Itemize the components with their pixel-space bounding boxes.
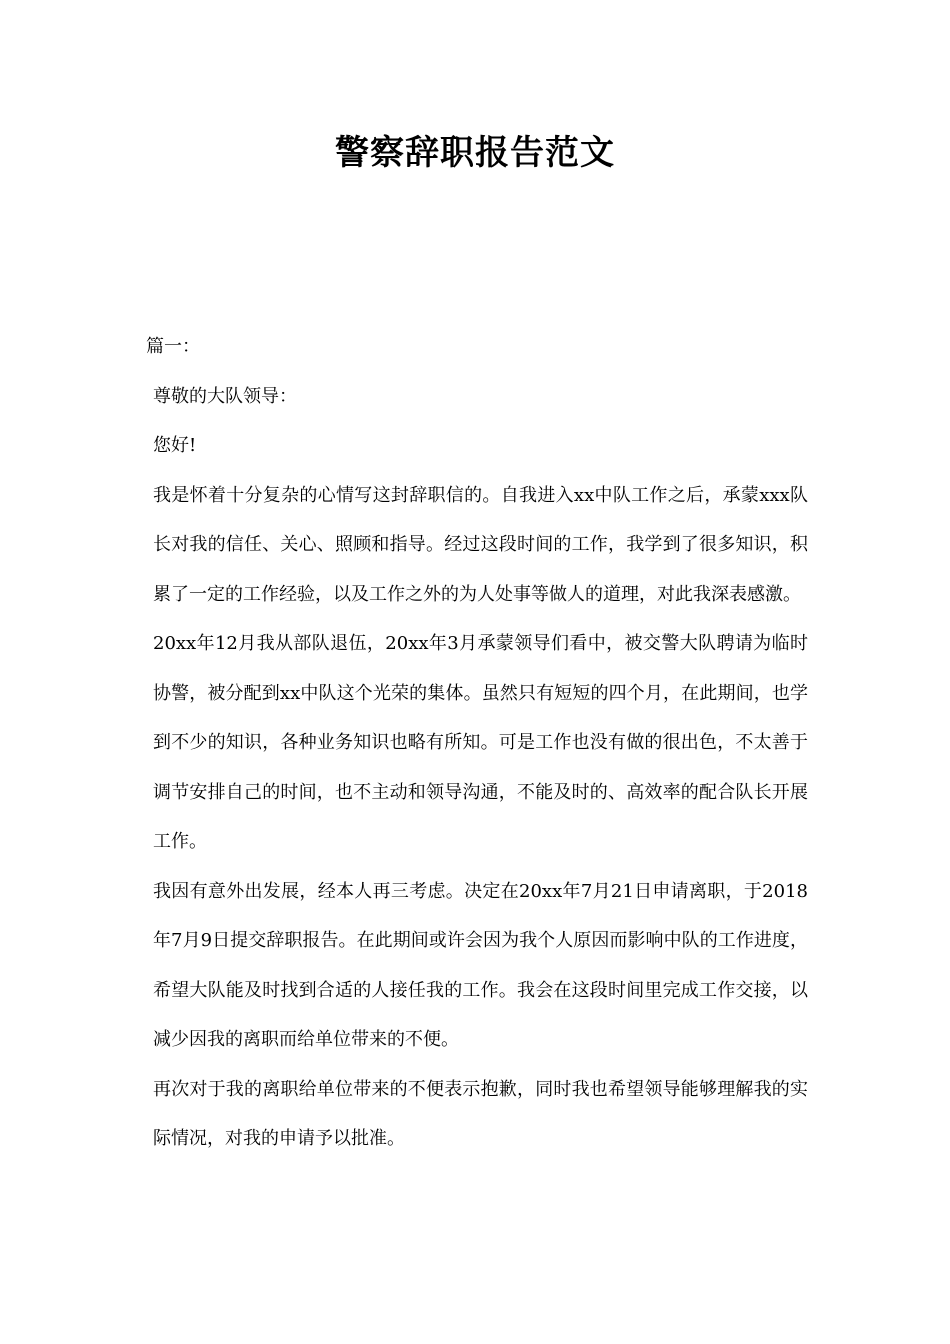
document-body [146, 322, 808, 1164]
paragraph-4: 再次对于我的离职给单位带来的不便表示抱歉，同时我也希望领导能够理解我的实际情况，对我的申请予以批准。 [153, 1078, 808, 1149]
document-title: 警察辞职报告范文 [335, 133, 615, 173]
paragraph-1: 我是怀着十分复杂的心情写这封辞职信的。自我进入xx中队工作之后，承蒙xxx队长对我的信任、关心、照顾和指导。经过这段时间的工作，我学到了很多知识，积累了一定的工作经验，以及工作之外的为人处事等做人的道理，对此我深表感激。 [153, 484, 808, 605]
salutation: 尊敬的大队领导： [153, 385, 297, 407]
paragraph-3: 我因有意外出发展，经本人再三考虑。决定在20xx年7月21日申请离职，于2018年7月9日提交辞职报告。在此期间或许会因为我个人原因而影响中队的工作进度，希望大队能及时找到合适的人接任我的工作。我会在这段时间里完成工作交接，以减少因我的离职而给单位带来的不便。 [153, 880, 808, 1050]
paragraph-2: 20xx年12月我从部队退伍，20xx年3月承蒙领导们看中，被交警大队聘请为临时协警，被分配到xx中队这个光荣的集体。虽然只有短短的四个月，在此期间，也学到不少的知识，各种业务知识也略有所知。可是工作也没有做的很出色，不太善于调节安排自己的时间，也不主动和领导沟通，不能及时的、高效率的配合队长开展工作。 [153, 633, 808, 852]
greeting: 您好! [153, 435, 197, 456]
section-label: 篇一： [146, 336, 200, 357]
